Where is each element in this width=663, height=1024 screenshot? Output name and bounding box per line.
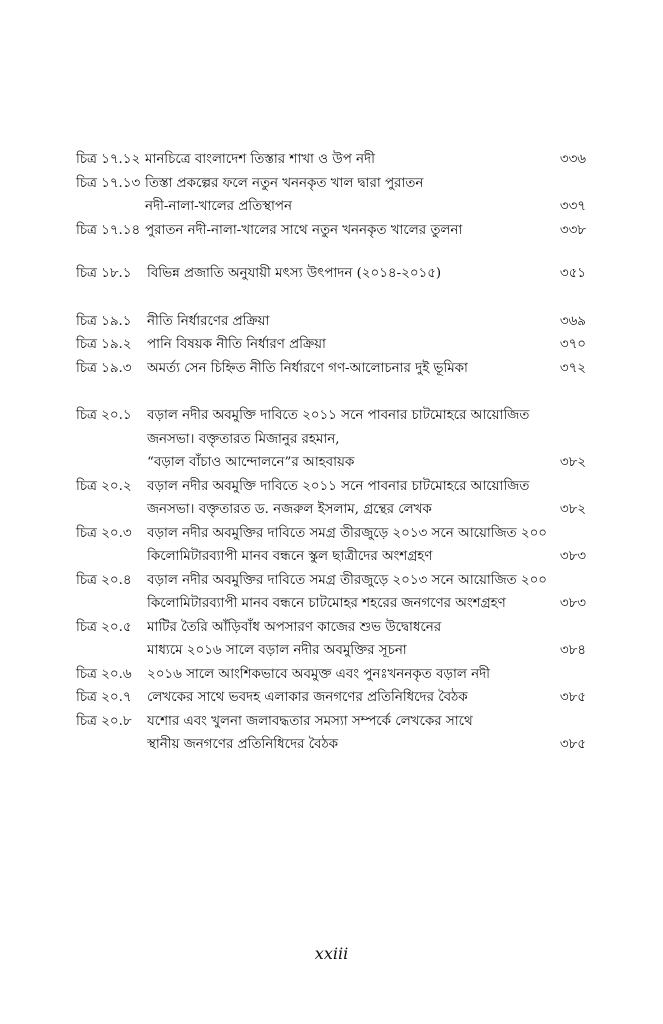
figure-caption-continued: কিলোমিটারব্যাপী মানব বন্ধনে চাটমোহর শহরের জনগণের অংশগ্রহণ — [147, 596, 506, 611]
figure-caption: অমর্ত্য সেন চিহ্নিত নীতি নির্ধারণে গণ-আলোচনার দুই ভূমিকা — [147, 360, 468, 376]
figure-caption-continued: জনসভা। বক্তৃতারত ড. নজরুল ইসলাম, গ্রন্থের লেখক — [147, 502, 432, 517]
section-gap — [76, 286, 586, 310]
figure-label: চিত্র ১৯.২ — [76, 337, 132, 352]
list-item — [76, 148, 586, 172]
figure-caption: মানচিত্রে বাংলাদেশ তিস্তার শাখা ও উপ নদী — [145, 152, 375, 167]
list-item — [76, 475, 586, 522]
figure-label: চিত্র ১৭.১২ — [76, 152, 141, 167]
figure-label: চিত্র ১৯.৩ — [76, 360, 132, 376]
figure-label: চিত্র ১৭.১৩ — [76, 175, 141, 191]
figure-label: চিত্র ২০.২ — [76, 478, 132, 494]
page-number: ৩৮৫ — [559, 690, 586, 705]
figure-label: চিত্র ২০.৮ — [76, 713, 132, 729]
page-number: ৩৮৪ — [559, 643, 586, 658]
page-number: ৩৩৬ — [559, 152, 586, 167]
list-item — [76, 710, 586, 757]
page-number: ৩৮৫ — [559, 737, 586, 752]
figure-label: চিত্র ২০.৪ — [76, 572, 132, 588]
list-item — [76, 686, 586, 710]
figure-caption: বড়াল নদীর অবমুক্তি দাবিতে ২০১১ সনে পাবনার চাটমোহরে আয়োজিত — [147, 478, 530, 494]
figure-label: চিত্র ২০.৫ — [76, 619, 132, 635]
figure-caption: ২০১৬ সালে আংশিকভাবে অবমুক্ত এবং পুনঃখননকৃত বড়াল নদী — [147, 666, 490, 682]
figure-label: চিত্র ২০.৩ — [76, 525, 132, 541]
figure-caption: নীতি নির্ধারণের প্রক্রিয়া — [147, 313, 270, 329]
page-number: ৩৭২ — [559, 360, 586, 376]
figure-caption-continued: জনসভা। বক্তৃতারত মিজানুর রহমান, — [147, 431, 340, 447]
list-item — [76, 357, 586, 381]
page-number: ৩৫১ — [559, 266, 586, 281]
figure-caption: বিভিন্ন প্রজাতি অনুযায়ী মৎস্য উৎপাদন (২০১৪-২০১৫) — [147, 266, 442, 281]
figure-caption-continued: “বড়াল বাঁচাও আন্দোলনে”র আহবায়ক — [147, 455, 355, 470]
list-item — [76, 172, 586, 219]
figure-caption: যশোর এবং খুলনা জলাবদ্ধতার সমস্যা সম্পর্কে লেখকের সাথে — [147, 713, 473, 729]
list-item — [76, 333, 586, 357]
page-number: ৩৮৩ — [559, 596, 586, 611]
list-item — [76, 404, 586, 475]
figure-caption: বড়াল নদীর অবমুক্তির দাবিতে সমগ্র তীরজুড়ে ২০১৩ সনে আয়োজিত ২০০ — [147, 572, 547, 588]
page-number: ৩৭০ — [559, 337, 586, 352]
list-item — [76, 522, 586, 569]
list-item — [76, 569, 586, 616]
figure-label: চিত্র ১৮.১ — [76, 266, 132, 281]
figure-caption: তিস্তা প্রকল্পের ফলে নতুন খননকৃত খাল দ্বারা পুরাতন — [145, 175, 424, 191]
figure-label: চিত্র ২০.১ — [76, 408, 132, 423]
figure-caption: বড়াল নদীর অবমুক্তি দাবিতে ২০১১ সনে পাবনার চাটমোহরে আয়োজিত — [147, 408, 530, 423]
list-item — [76, 262, 586, 286]
list-item — [76, 219, 586, 243]
page-number: ৩৮২ — [559, 455, 586, 470]
figure-label: চিত্র ১৭.১৪ — [76, 222, 141, 238]
page-footer-number: xxiii — [314, 944, 349, 963]
page-number: ৩৮৩ — [559, 549, 586, 564]
list-item — [76, 616, 586, 663]
figure-caption-continued: নদী-নালা-খালের প্রতিস্থাপন — [145, 199, 293, 214]
figure-caption: মাটির তৈরি আঁড়িবাঁধ অপসারণ কাজের শুভ উদ্বোধনের — [147, 619, 442, 635]
list-item — [76, 310, 586, 334]
figure-caption: লেখকের সাথে ভবদহ এলাকার জনগণের প্রতিনিধিদের বৈঠক — [147, 690, 468, 705]
page-number: ৩৩৮ — [559, 222, 586, 238]
section-gap — [76, 380, 586, 404]
figure-label: চিত্র ১৯.১ — [76, 313, 132, 329]
figure-label: চিত্র ২০.৭ — [76, 690, 132, 705]
figure-caption: বড়াল নদীর অবমুক্তির দাবিতে সমগ্র তীরজুড়ে ২০১৩ সনে আয়োজিত ২০০ — [147, 525, 547, 541]
figure-list — [76, 148, 586, 757]
figure-label: চিত্র ২০.৬ — [76, 666, 132, 682]
page-number: ৩৮২ — [559, 502, 586, 517]
figure-caption: পানি বিষয়ক নীতি নির্ধারণ প্রক্রিয়া — [147, 337, 326, 352]
page-number: ৩৩৭ — [559, 199, 586, 214]
list-item — [76, 663, 586, 687]
figure-caption-continued: মাধ্যমে ২০১৬ সালে বড়াল নদীর অবমুক্তির সূচনা — [147, 643, 407, 658]
figure-caption: পুরাতন নদী-নালা-খালের সাথে নতুন খননকৃত খালের তুলনা — [145, 222, 463, 238]
figure-caption-continued: স্থানীয় জনগণের প্রতিনিধিদের বৈঠক — [147, 737, 339, 752]
figure-caption-continued: কিলোমিটারব্যাপী মানব বন্ধনে স্কুল ছাত্রীদের অংশগ্রহণ — [147, 549, 433, 564]
page-number: ৩৬৯ — [559, 313, 586, 329]
section-gap — [76, 242, 586, 262]
